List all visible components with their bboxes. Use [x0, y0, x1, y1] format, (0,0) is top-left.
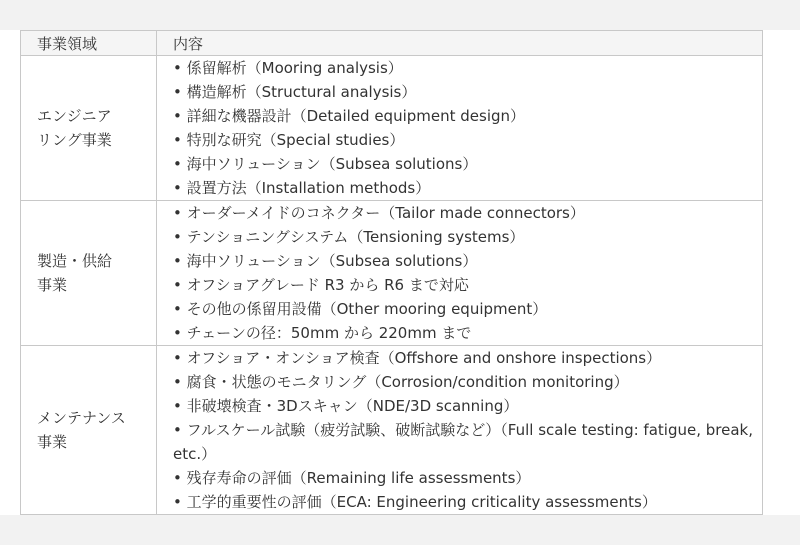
header-content: 内容 — [157, 31, 763, 56]
list-item: • フルスケール試験（疲労試験、破断試験など）（Full scale testing: fatigue, break, etc.） — [173, 418, 762, 466]
list-item: • 特別な研究（Special studies） — [173, 128, 762, 152]
list-item: • 残存寿命の評価（Remaining life assessments） — [173, 466, 762, 490]
list-item: • 構造解析（Structural analysis） — [173, 80, 762, 104]
area-cell — [21, 201, 157, 346]
list-item: • 海中ソリューション（Subsea solutions） — [173, 152, 762, 176]
area-cell — [21, 56, 157, 201]
list-item: • 腐食・状態のモニタリング（Corrosion/condition monitoring） — [173, 370, 762, 394]
list-item: • その他の係留用設備（Other mooring equipment） — [173, 297, 762, 321]
list-item: • オフショア・オンショア検査（Offshore and onshore inspections） — [173, 346, 762, 370]
list-item: • テンショニングシステム（Tensioning systems） — [173, 225, 762, 249]
area-label-line: メンテナンス — [37, 409, 126, 427]
list-item: • 設置方法（Installation methods） — [173, 176, 762, 200]
list-item: • 係留解析（Mooring analysis） — [173, 56, 762, 80]
area-label-line: リング事業 — [37, 131, 112, 149]
content-cell — [157, 346, 763, 515]
content-list — [173, 56, 762, 200]
table-row-engineering — [21, 56, 763, 201]
area-label-line: 事業 — [37, 433, 68, 451]
area-label-line: 製造・供給 — [37, 252, 113, 270]
list-item: • チェーンの径：50mm から 220mm まで — [173, 321, 762, 345]
table-header-row — [21, 31, 763, 56]
list-item: • オフショアグレード R3 から R6 まで対応 — [173, 273, 762, 297]
area-label-line: エンジニア — [37, 107, 112, 125]
list-item: • 工学的重要性の評価（ECA: Engineering criticality assessments） — [173, 490, 762, 514]
list-item: • オーダーメイドのコネクター（Tailor made connectors） — [173, 201, 762, 225]
content-list — [173, 201, 762, 345]
list-item: • 詳細な機器設計（Detailed equipment design） — [173, 104, 762, 128]
area-cell — [21, 346, 157, 515]
table-row-maintenance — [21, 346, 763, 515]
table-row-manufacturing — [21, 201, 763, 346]
business-areas-table — [20, 30, 763, 515]
header-business-area: 事業領域 — [21, 31, 157, 56]
content-list — [173, 346, 762, 514]
list-item: • 非破壊検査・3Dスキャン（NDE/3D scanning） — [173, 394, 762, 418]
area-label-line: 事業 — [37, 276, 68, 294]
list-item: • 海中ソリューション（Subsea solutions） — [173, 249, 762, 273]
content-cell — [157, 56, 763, 201]
content-cell — [157, 201, 763, 346]
